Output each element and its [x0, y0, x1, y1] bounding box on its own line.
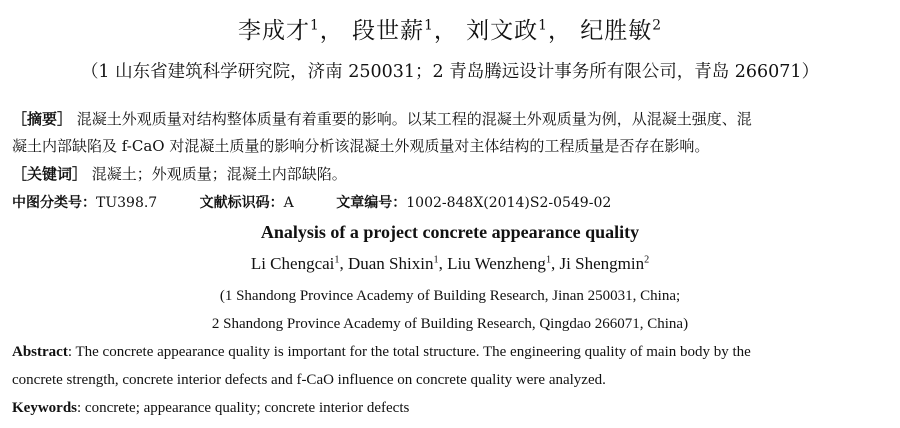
abstract-english-line-1 [12, 344, 892, 361]
author-3-cn: 刘文政 [466, 18, 539, 44]
abstract-chinese-line-1 [12, 108, 888, 129]
author-en-sep-2: , [438, 254, 448, 273]
keywords-english-colon: : [77, 400, 85, 416]
clc-value: TU398.7 [96, 195, 158, 211]
author-en-sep-1: , [339, 254, 348, 273]
author-1-cn: 李成才 [237, 18, 310, 44]
affiliation-english-line-2: 2 Shandong Province Academy of Building Research, Qingdao 266071, China) [211, 316, 689, 332]
keywords-english [12, 400, 892, 417]
author-4-en-sup: 2 [644, 254, 650, 266]
keywords-chinese-label: ［关键词］ [12, 165, 88, 183]
affiliation-english-line-1: (1 Shandong Province Academy of Building Research, Jinan 250031, China; [219, 288, 681, 304]
author-2-en-sup: 1 [433, 254, 439, 266]
abstract-english-line-2: concrete strength, concrete interior defects and f-CaO influence on concrete quality were analyzed. [12, 372, 606, 388]
doc-code-value: A [283, 195, 294, 211]
clc-label: 中图分类号： [12, 195, 96, 211]
authors-chinese [0, 12, 900, 45]
abstract-english-label: Abstract [12, 344, 68, 360]
abstract-english-text-1: The concrete appearance quality is important for the total structure. The engineering quality of main body by the [75, 344, 751, 360]
author-2-en: Duan Shixin [347, 254, 434, 273]
abstract-chinese-line-2: 凝土内部缺陷及 f-CaO 对混凝土质量的影响分析该混凝土外观质量对主体结构的工程质量是否存在影响。 [12, 137, 710, 155]
author-1-en: Li Chengcai [250, 254, 335, 273]
keywords-chinese-text: 混凝土；外观质量；混凝土内部缺陷。 [91, 165, 347, 183]
author-4-cn: 纪胜敏 [580, 18, 653, 44]
author-sep-3: ， [547, 18, 581, 44]
abstract-english-colon: : [67, 344, 76, 360]
abstract-chinese-label: ［摘要］ [12, 110, 73, 128]
title-english: Analysis of a project concrete appearance quality [260, 222, 640, 242]
doc-code-label: 文献标识码： [199, 195, 284, 211]
keywords-chinese [12, 163, 888, 184]
author-4-en: Ji Shengmin [559, 254, 645, 273]
author-sep-2: ， [433, 18, 467, 44]
author-3-en-sup: 1 [545, 254, 552, 266]
author-sep-1: ， [319, 18, 353, 44]
author-en-sep-3: , [551, 254, 560, 273]
keywords-english-text: concrete; appearance quality; concrete interior defects [84, 400, 410, 416]
author-1-en-sup: 1 [334, 254, 340, 266]
author-3-en: Liu Wenzheng [447, 254, 546, 273]
author-1-cn-sup: 1 [309, 17, 320, 34]
article-metadata [12, 192, 900, 212]
article-number-label: 文章编号： [336, 195, 407, 211]
author-2-cn: 段世薪 [352, 18, 425, 44]
article-number-value: 1002-848X(2014)S2-0549-02 [406, 195, 612, 211]
authors-english [0, 254, 900, 274]
author-2-cn-sup: 1 [424, 17, 434, 34]
affiliation-chinese: （1 山东省建筑科学研究院，济南 250031；2 青岛腾远设计事务所有限公司，青岛 266071） [80, 62, 820, 82]
abstract-chinese-text-1: 混凝土外观质量对结构整体质量有着重要的影响。以某工程的混凝土外观质量为例，从混凝土强度、混 [76, 110, 752, 128]
author-3-cn-sup: 1 [538, 17, 548, 34]
author-4-cn-sup: 2 [652, 17, 663, 34]
keywords-english-label: Keywords [12, 400, 77, 416]
